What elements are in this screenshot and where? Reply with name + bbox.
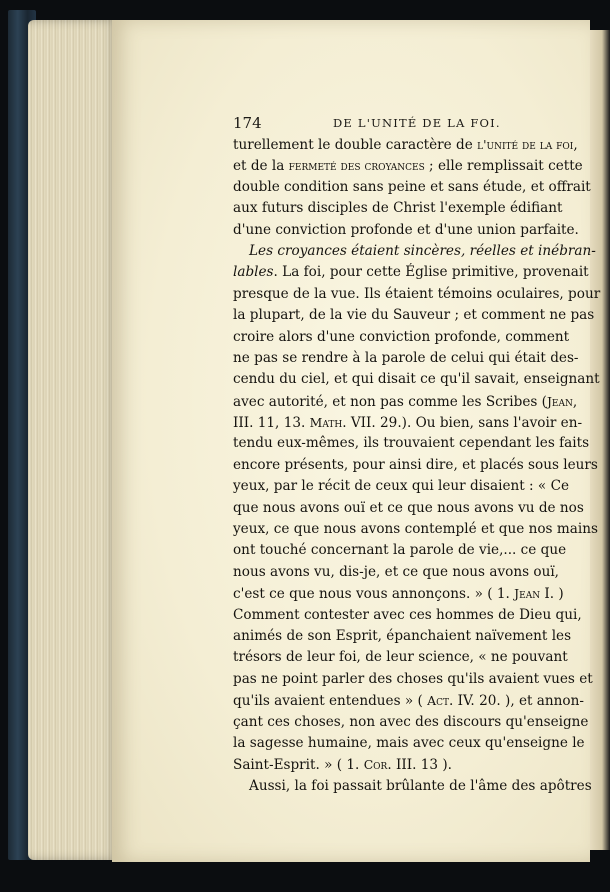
text-line	[233, 284, 601, 305]
text-run: III. 11, 13.	[233, 415, 310, 432]
small-caps-text: Jean	[546, 393, 573, 409]
text-line	[233, 476, 570, 497]
text-run: ont touché concernant la parole de vie,... ce que	[233, 542, 567, 559]
text-line	[233, 519, 598, 540]
text-run: trésors de leur foi, de leur science, « ne pouvant	[233, 649, 568, 666]
text-line	[233, 241, 596, 262]
text-run: que nous avons ouï et ce que nous avons vu de nos	[233, 499, 584, 516]
text-run: I. )	[540, 586, 564, 603]
text-run: turellement le double caractère de	[233, 137, 478, 153]
text-run: Comment contester avec ces hommes de Dieu qui,	[233, 606, 582, 623]
text-run: la plupart, de la vie du Sauveur ; et comment ne pas	[233, 307, 595, 324]
text-line	[233, 455, 598, 476]
text-line	[233, 348, 579, 369]
small-caps-text: Cor	[363, 757, 388, 773]
text-run: ,	[573, 137, 578, 153]
text-line	[233, 733, 585, 754]
small-caps-text: fermeté des croyances	[288, 158, 425, 174]
italic-text: lables	[233, 264, 274, 281]
small-caps-text: Act	[427, 693, 449, 709]
text-run: double condition sans peine et sans étude, et offrait	[233, 178, 591, 195]
text-line	[233, 647, 568, 668]
text-line	[233, 262, 589, 283]
text-line	[233, 412, 583, 433]
text-run: avec autorité, et non pas comme les Scribes (	[233, 393, 547, 410]
text-line	[233, 776, 592, 797]
text-run: c'est ce que nous vous annonçons. » ( 1.	[233, 586, 515, 603]
text-run: ,	[572, 393, 578, 410]
text-line	[233, 220, 579, 241]
text-run: encore présents, pour ainsi dire, et placés sous leurs	[233, 456, 598, 473]
text-line	[233, 712, 589, 733]
text-line	[233, 134, 578, 155]
text-run: cendu du ciel, et qui disait ce qu'il savait, enseignant	[233, 371, 600, 388]
text-line	[233, 177, 591, 198]
italic-text: Les croyances étaient sincères, réelles et inébran-	[249, 242, 596, 259]
facing-page-edge	[590, 30, 610, 850]
text-line	[233, 498, 584, 519]
text-run: et de la	[233, 158, 289, 175]
text-run: qu'ils avaient entendues » (	[233, 693, 428, 710]
text-run: la sagesse humaine, mais avec ceux qu'enseigne le	[233, 734, 585, 751]
text-run: tendu eux-mêmes, ils trouvaient cependant les faits	[233, 435, 590, 452]
text-run: Aussi, la foi passait brûlante de l'âme des apôtres	[249, 777, 592, 794]
text-line	[233, 305, 595, 326]
page-number: 174	[233, 114, 262, 132]
text-run: . IV. 20. ), et annon-	[448, 693, 584, 710]
text-run: yeux, par le récit de ceux qui leur disaient : « Ce	[233, 478, 570, 495]
text-line	[233, 669, 593, 690]
text-line	[233, 433, 590, 454]
text-line	[233, 540, 567, 561]
small-caps-text: Math	[309, 415, 343, 431]
text-run: ; elle remplissait cette	[424, 158, 583, 175]
text-run: . La foi, pour cette Église primitive, provenait	[273, 264, 589, 281]
text-line	[233, 583, 564, 604]
text-line	[233, 155, 583, 176]
text-line	[233, 198, 563, 219]
text-run: croire alors d'une conviction profonde, comment	[233, 328, 570, 345]
text-line	[233, 605, 582, 626]
text-run: d'une conviction profonde et d'une union parfaite.	[233, 221, 579, 238]
text-run: nous avons vu, dis-je, et ce que nous avons ouï,	[233, 563, 559, 580]
text-run: . III. 13 ).	[387, 757, 452, 774]
text-run: ne pas se rendre à la parole de celui qui était des-	[233, 349, 579, 366]
text-run: yeux, ce que nous avons contemplé et que nos mains	[233, 521, 598, 538]
text-run: çant ces choses, non avec des discours qu'enseigne	[233, 713, 589, 730]
text-line	[233, 562, 559, 583]
page-edges	[28, 20, 118, 860]
text-run: animés de son Esprit, épanchaient naïvement les	[233, 627, 572, 644]
text-line	[233, 690, 584, 711]
small-caps-text: Jean	[514, 586, 541, 602]
text-run: presque de la vue. Ils étaient témoins oculaires, pour	[233, 285, 601, 302]
running-head: DE L'UNITÉ DE LA FOI.	[333, 116, 501, 130]
text-line	[233, 369, 600, 390]
text-line	[233, 626, 572, 647]
text-line	[233, 327, 570, 348]
text-run: aux futurs disciples de Christ l'exemple édifiant	[233, 200, 563, 217]
text-run: Saint-Esprit. » ( 1.	[233, 757, 364, 774]
text-run: . VII. 29.). Ou bien, sans l'avoir en-	[342, 415, 583, 432]
text-run: pas ne point parler des choses qu'ils avaient vues et	[233, 670, 593, 687]
small-caps-text: l'unité de la foi	[477, 137, 574, 152]
text-line	[233, 754, 559, 775]
body-text	[233, 134, 601, 797]
text-line	[233, 391, 578, 412]
